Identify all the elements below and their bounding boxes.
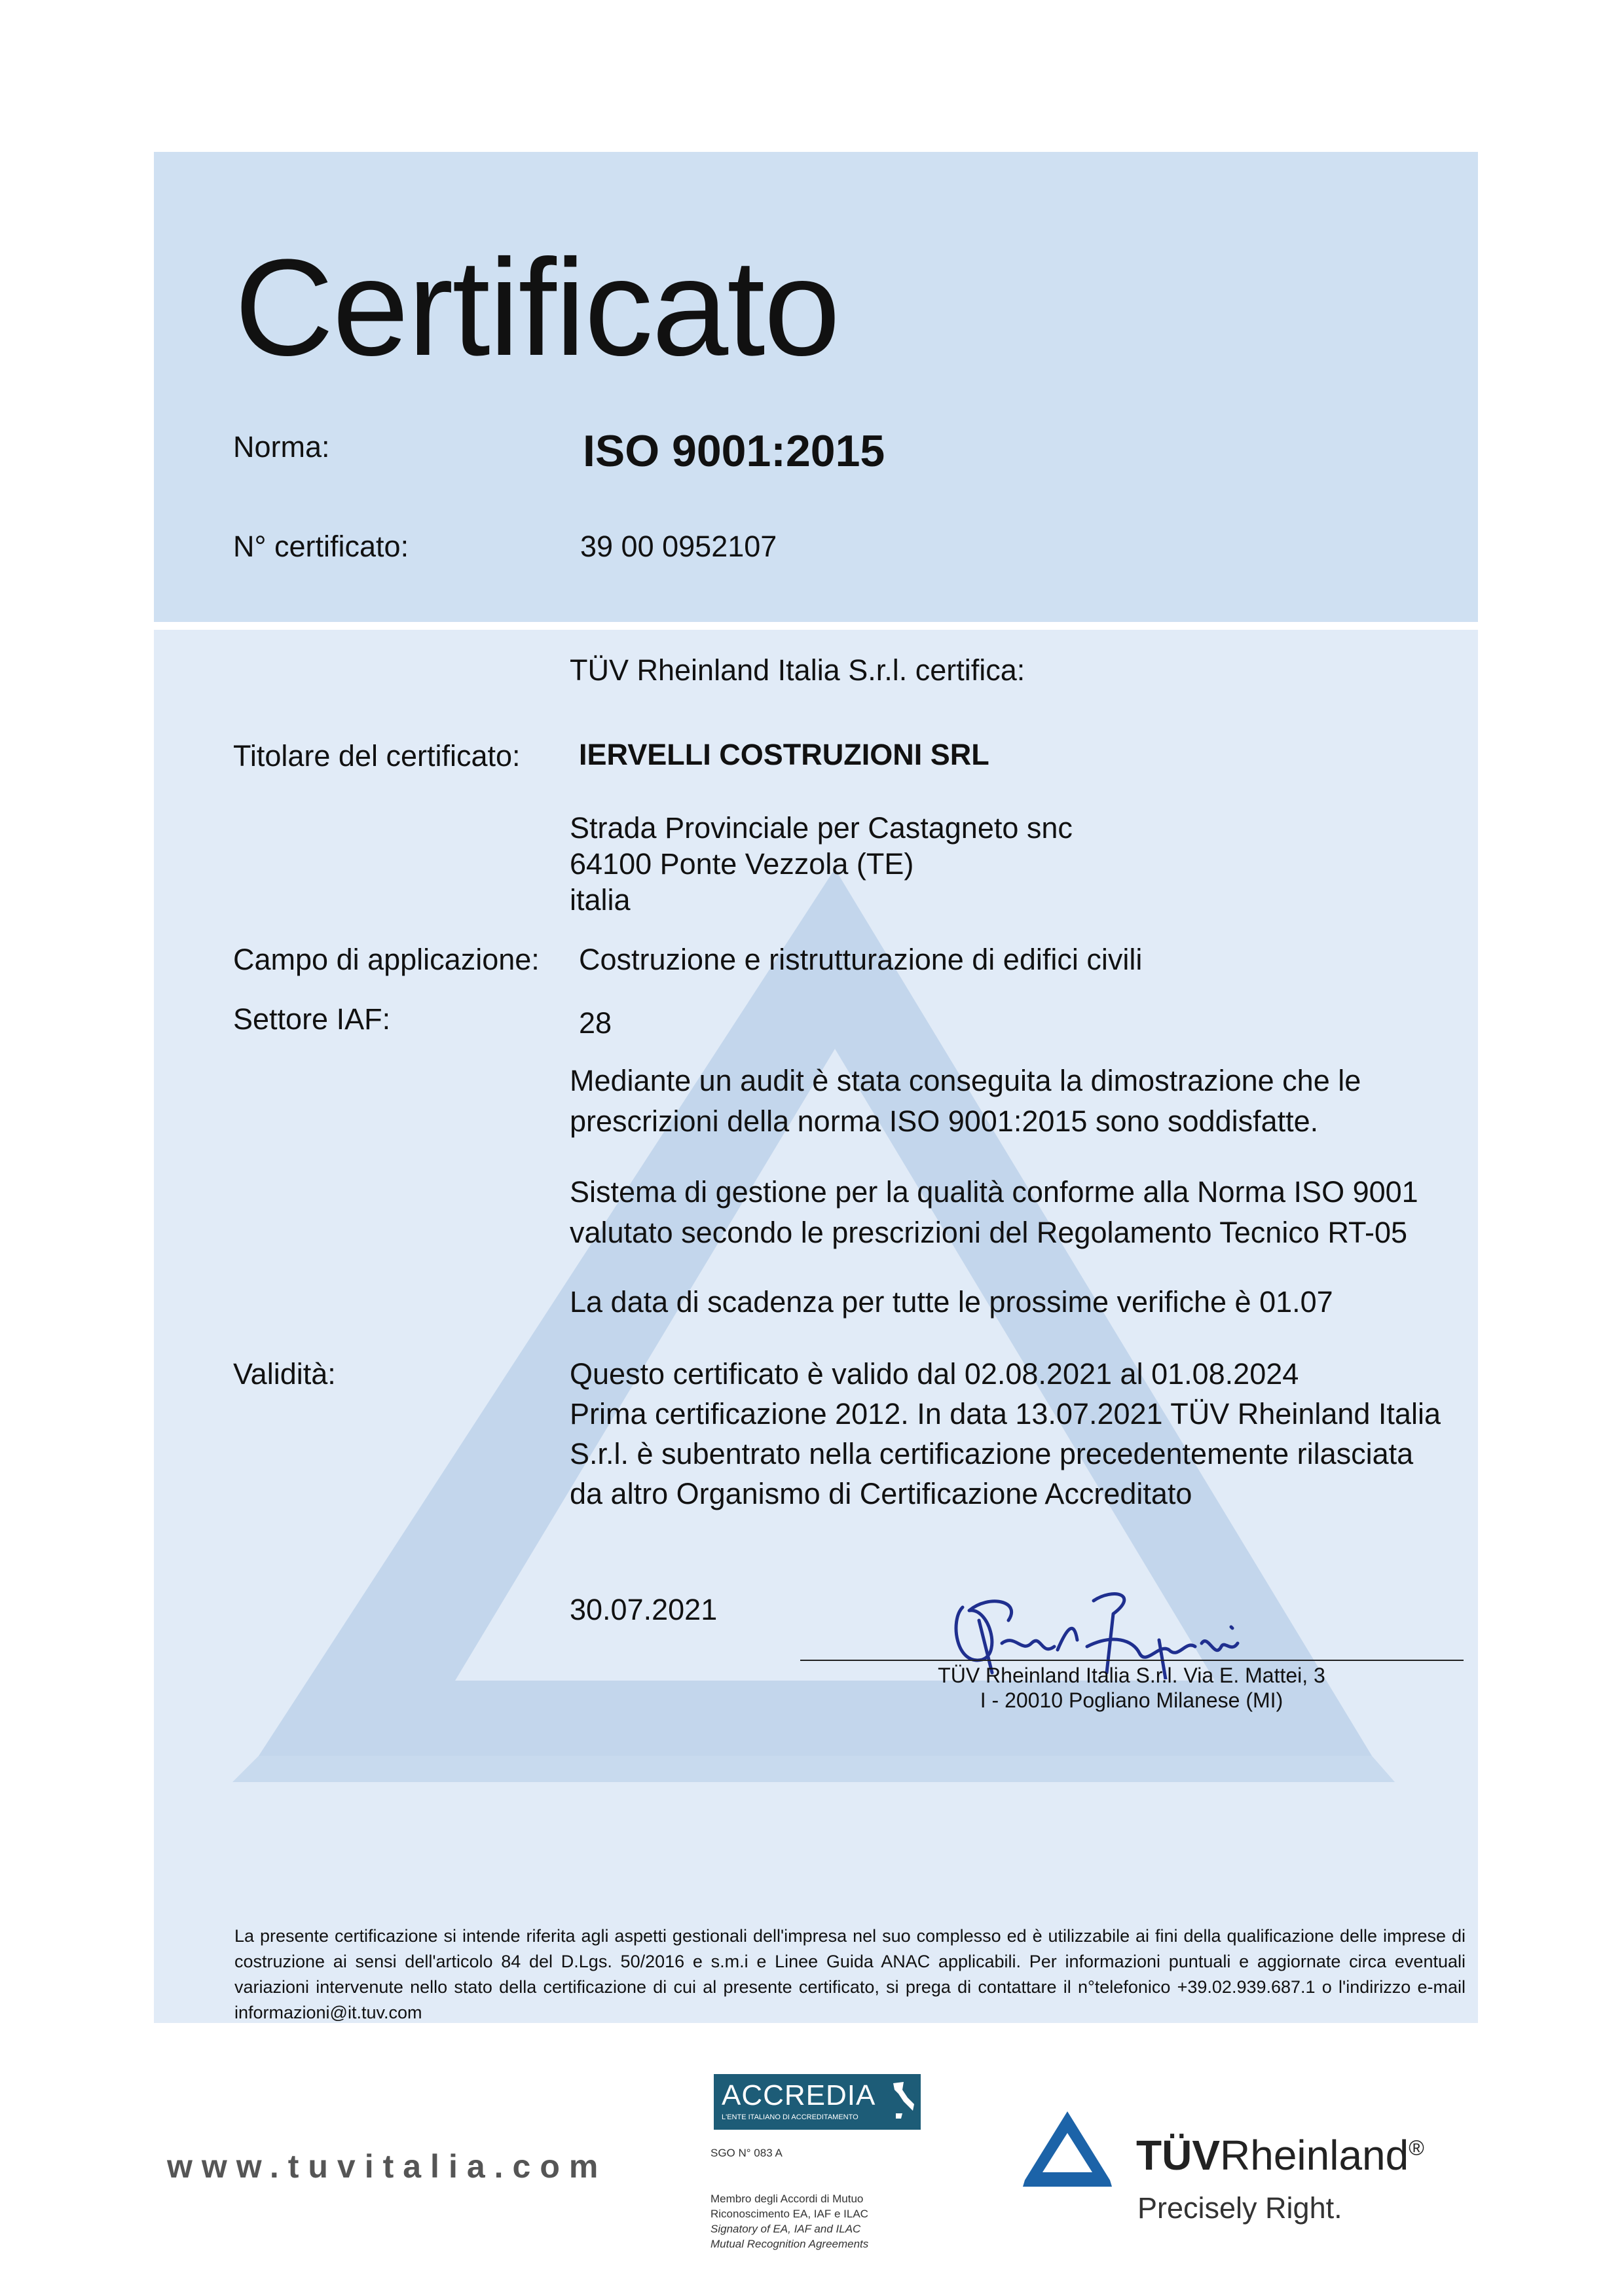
- accredia-signatory-line-1: Signatory of EA, IAF and ILAC: [710, 2223, 861, 2235]
- accredia-member-line-1: Membro degli Accordi di Mutuo: [710, 2193, 864, 2205]
- validity-line-3: S.r.l. è subentrato nella certificazione precedentemente rilasciata: [570, 1437, 1414, 1470]
- holder-value: IERVELLI COSTRUZIONI SRL: [579, 738, 989, 771]
- validity-label: Validità:: [233, 1357, 336, 1391]
- accredia-code: SGO N° 083 A: [710, 2147, 783, 2159]
- scope-label: Campo di applicazione:: [233, 943, 540, 976]
- expiry-paragraph: La data di scadenza per tutte le prossime verifiche è 01.07: [570, 1285, 1333, 1319]
- website-text: www.tuvitalia.com: [167, 2148, 608, 2185]
- validity-line-1: Questo certificato è valido dal 02.08.2021 al 01.08.2024: [570, 1357, 1299, 1391]
- address-line-2: 64100 Ponte Vezzola (TE): [570, 847, 914, 881]
- norma-label: Norma:: [233, 430, 330, 464]
- validity-line-4: da altro Organismo di Certificazione Accreditato: [570, 1477, 1192, 1510]
- accredia-name: ACCREDIA: [722, 2079, 876, 2111]
- iaf-value: 28: [579, 1006, 612, 1040]
- italy-map-icon: [889, 2081, 917, 2124]
- tuv-brand-regular: Rheinland: [1220, 2132, 1409, 2179]
- accredia-member-line-2: Riconoscimento EA, IAF e ILAC: [710, 2208, 868, 2220]
- tuv-brand-bold: TÜV: [1136, 2132, 1220, 2179]
- tuv-tagline: Precisely Right.: [1137, 2191, 1342, 2225]
- tuv-brand-name: [1136, 2131, 1424, 2179]
- tuv-triangle-logo-icon: [1022, 2108, 1113, 2190]
- issuer-address-line-1: TÜV Rheinland Italia S.r.l. Via E. Mattei, 3: [938, 1664, 1325, 1687]
- footer-disclaimer: La presente certificazione si intende riferita agli aspetti gestionali dell'impresa nel suo complesso ed è utilizzabile ai fini della qualificazione delle imprese di costruzione ai sensi dell'articolo 84 del D.Lgs. 50/2016 e s.m.i e Linee Guida ANAC applicabili. Per informazioni puntuali e aggiornate circa eventuali variazioni intervenute nello stato della certificazione di cui al presente certificato, si prega di contattare il n°telefonico +39.02.939.687.1 o l'indirizzo e-mail informazioni@it.tuv.com: [234, 1926, 1466, 2022]
- certifier-line: TÜV Rheinland Italia S.r.l. certifica:: [570, 653, 1025, 687]
- cert-number-label: N° certificato:: [233, 530, 409, 563]
- address-line-1: Strada Provinciale per Castagneto snc: [570, 811, 1073, 845]
- audit-paragraph: Mediante un audit è stata conseguita la dimostrazione che le prescrizioni della norma ISO 9001:2015 sono soddisfatte.: [570, 1064, 1361, 1138]
- accredia-logo: [714, 2074, 921, 2130]
- iaf-label: Settore IAF:: [233, 1002, 391, 1036]
- issue-date: 30.07.2021: [570, 1593, 718, 1626]
- norma-value: ISO 9001:2015: [583, 426, 885, 476]
- scope-value: Costruzione e ristrutturazione di edifici civili: [579, 943, 1143, 976]
- page-title: Certificato: [234, 230, 840, 384]
- accredia-signatory-line-2: Mutual Recognition Agreements: [710, 2238, 869, 2250]
- address-line-3: italia: [570, 883, 631, 917]
- validity-line-2: Prima certificazione 2012. In data 13.07.2021 TÜV Rheinland Italia: [570, 1397, 1441, 1430]
- registered-mark: ®: [1409, 2136, 1424, 2160]
- holder-label: Titolare del certificato:: [233, 739, 521, 773]
- accredia-subtitle: L'ENTE ITALIANO DI ACCREDITAMENTO: [722, 2113, 858, 2121]
- signature-line: [800, 1660, 1464, 1661]
- issuer-address-line-2: I - 20010 Pogliano Milanese (MI): [980, 1688, 1283, 1712]
- cert-number-value: 39 00 0952107: [580, 530, 777, 563]
- system-paragraph: Sistema di gestione per la qualità conforme alla Norma ISO 9001 valutato secondo le prescrizioni del Regolamento Tecnico RT-05: [570, 1175, 1418, 1249]
